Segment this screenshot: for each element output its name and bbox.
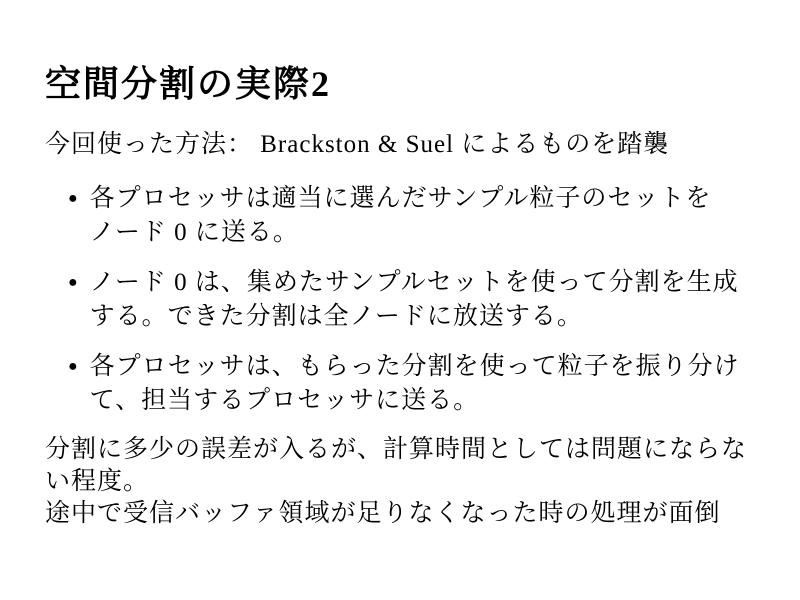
bullet-dot-icon: ●: [68, 358, 78, 375]
bullet-text: [90, 266, 739, 334]
bullet-line: 各プロセッサは適当に選んだサンプル粒子のセットを: [89, 185, 712, 212]
bullet-line: ノード 0 に送る。: [89, 219, 299, 246]
bullet-item: [68, 266, 768, 334]
bullet-line: ノード 0 は、集めたサンプルセットを使って分割を生成: [89, 269, 739, 296]
footer-paragraph: [45, 434, 747, 530]
bullet-text: [90, 350, 740, 418]
bullet-line: 各プロセッサは、もらった分割を使って粒子を振り分け: [89, 353, 740, 380]
bullet-text: [90, 182, 712, 250]
footer-line: 途中で受信バッファ領域が足りなくなった時の処理が面倒: [45, 500, 721, 527]
bullet-item: [68, 350, 768, 418]
bullet-dot-icon: ●: [68, 190, 78, 207]
bullet-line: する。できた分割は全ノードに放送する。: [89, 303, 583, 330]
intro-line: 今回使った方法： Brackston & Suel によるものを踏襲: [45, 131, 670, 158]
bullet-list: [68, 182, 768, 434]
bullet-item: [68, 182, 768, 250]
footer-line: 分割に多少の誤差が入るが、計算時間としては問題にならな: [45, 436, 748, 463]
bullet-line: て、担当するプロセッサに送る。: [89, 387, 480, 414]
slide-title: 空間分割の実際2: [45, 64, 332, 104]
bullet-dot-icon: ●: [68, 274, 78, 291]
footer-line: い程度。: [45, 468, 150, 495]
